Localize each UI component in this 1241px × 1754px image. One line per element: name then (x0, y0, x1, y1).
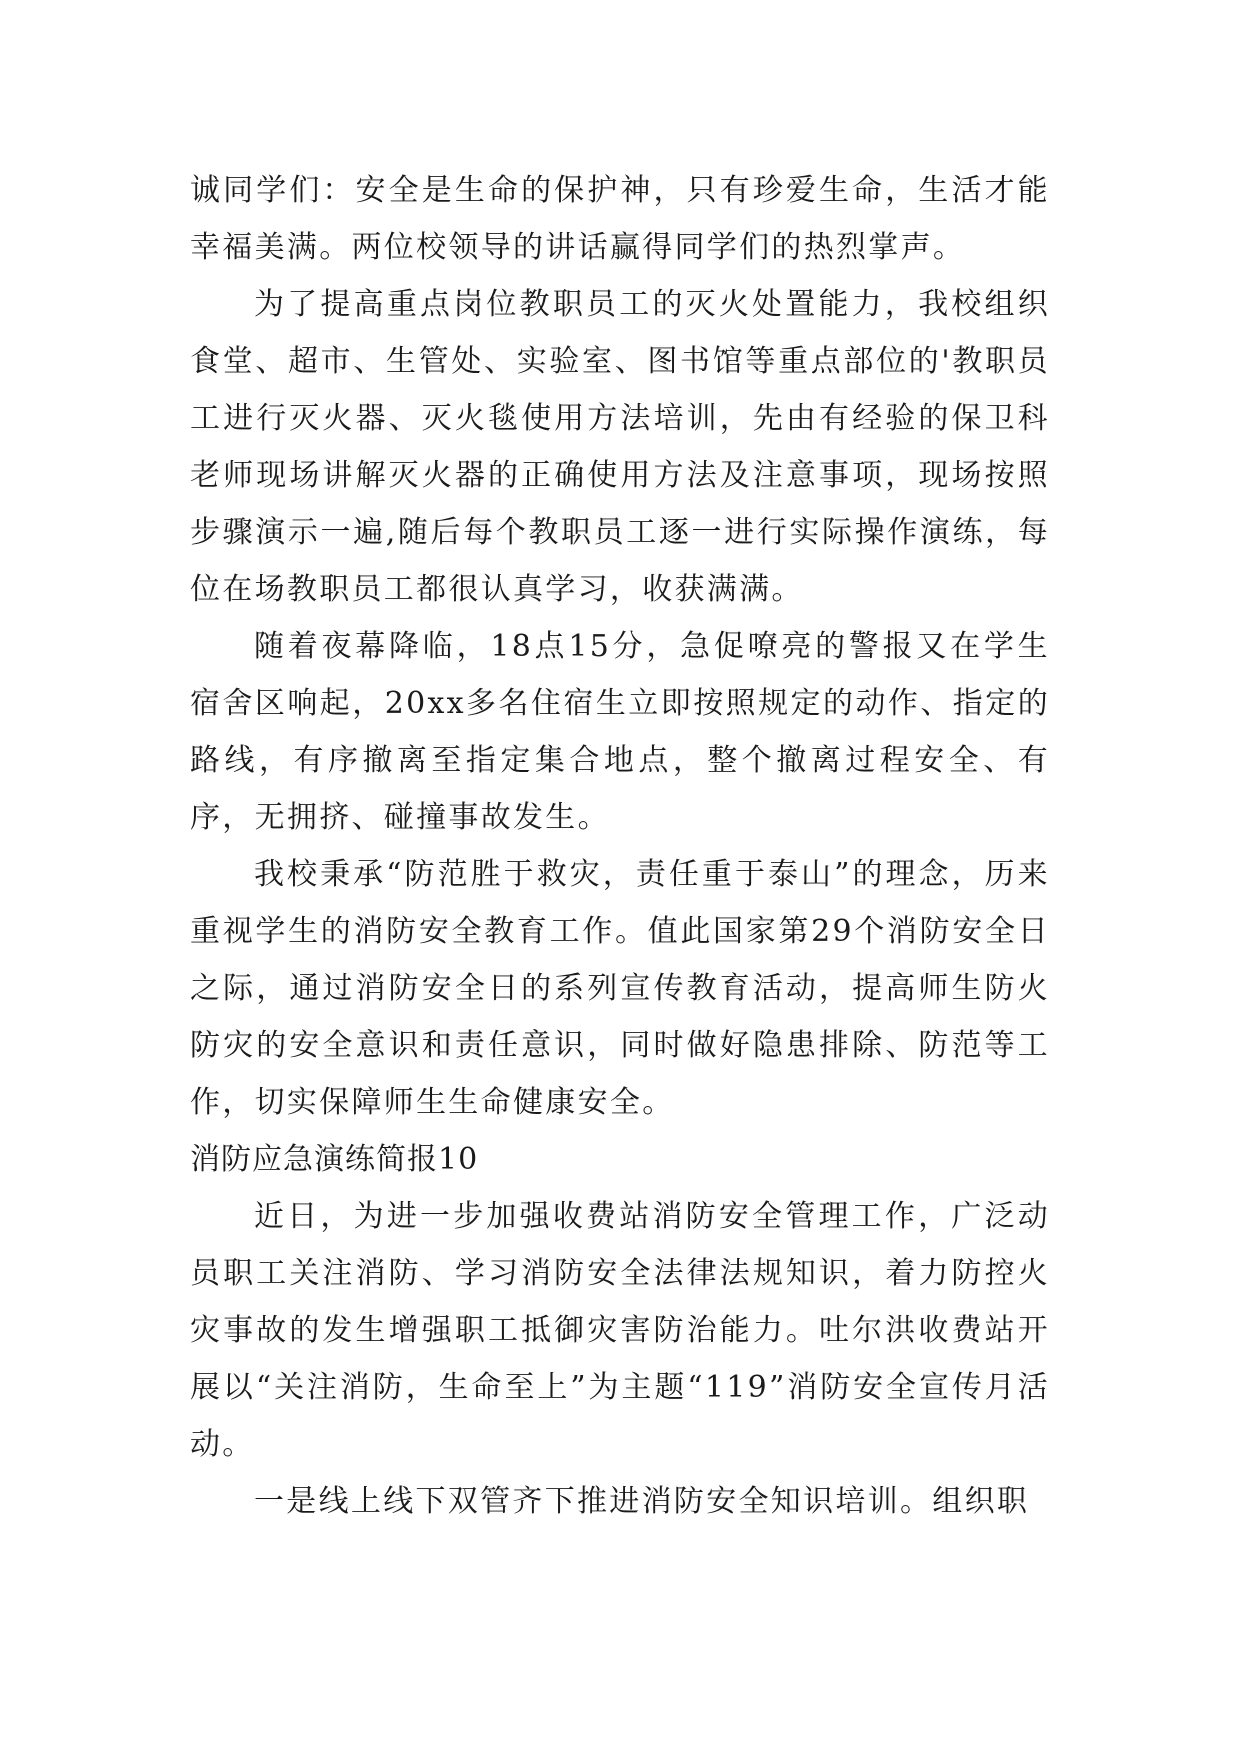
paragraph-2: 为了提高重点岗位教职员工的灭火处置能力，我校组织食堂、超市、生管处、实验室、图书馆等重点部位的'教职员工进行灭火器、灭火毯使用方法培训，先由有经验的保卫科老师现场讲解灭火器的正确使用方法及注意事项，现场按照步骤演示一遍,随后每个教职员工逐一进行实际操作演练，每位在场教职员工都很认真学习，收获满满。 (190, 287, 1050, 607)
paragraph-3: 随着夜幕降临，18点15分，急促嘹亮的警报又在学生宿舍区响起，20xx多名住宿生立即按照规定的动作、指定的路线，有序撤离至指定集合地点，整个撤离过程安全、有序，无拥挤、碰撞事故发生。 (190, 629, 1050, 835)
document-page (190, 162, 1050, 1530)
paragraph-5: 近日，为进一步加强收费站消防安全管理工作，广泛动员职工关注消防、学习消防安全法律法规知识，着力防控火灾事故的发生增强职工抵御灾害防治能力。吐尔洪收费站开展以“关注消防，生命至上”为主题“119”消防安全宣传月活动。 (190, 1199, 1050, 1462)
paragraph-4: 我校秉承“防范胜于救灾，责任重于泰山”的理念，历来重视学生的消防安全教育工作。值此国家第29个消防安全日之际，通过消防安全日的系列宣传教育活动，提高师生防火防灾的安全意识和责任意识，同时做好隐患排除、防范等工作，切实保障师生生命健康安全。 (190, 857, 1050, 1120)
paragraph-6: 一是线上线下双管齐下推进消防安全知识培训。组织职 (254, 1484, 1030, 1519)
paragraph-1: 诚同学们：安全是生命的保护神，只有珍爱生命，生活才能幸福美满。两位校领导的讲话赢得同学们的热烈掌声。 (190, 173, 1050, 265)
section-heading: 消防应急演练简报10 (190, 1142, 479, 1177)
